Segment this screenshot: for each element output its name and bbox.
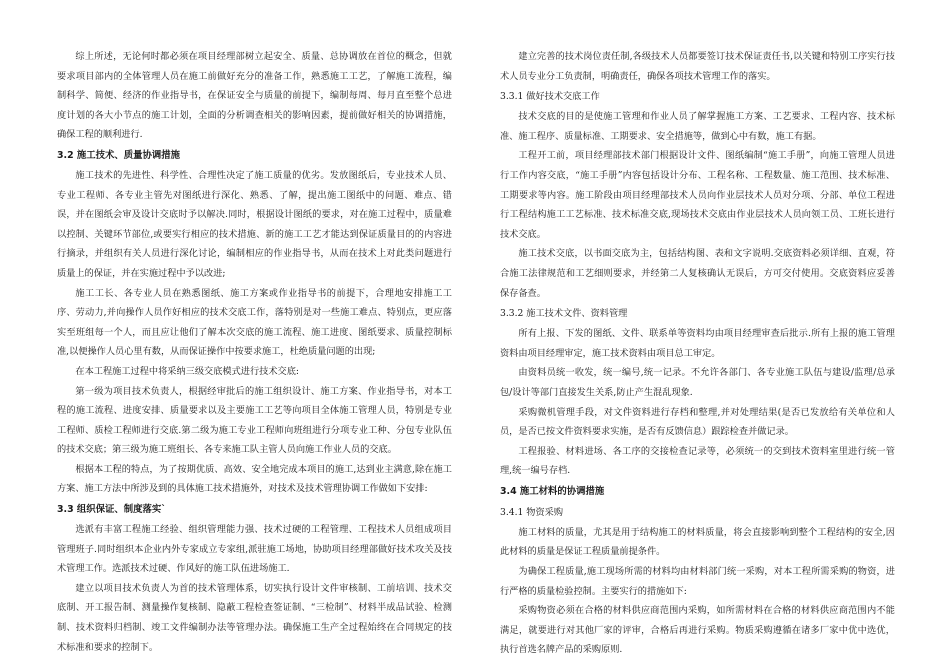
paragraph: 采购物资必须在合格的材料供应商范围内采购，如所需材料在合格的材料供应商范围内不能满足，就要进行对其他厂家的评审，合格后再进行采购。物质采购遵循在诸多厂家中优中选优，执行首选名牌产品的采购原则. xyxy=(500,605,895,656)
paragraph: 综上所述，无论何时都必须在项目经理部树立起安全、质量、总协调放在首位的概念，但就要求项目部内的全体管理人员在施工前做好充分的准备工作，熟悉施工工艺，了解施工流程，编制科学、简便、经济的作业指导书，在保证安全与质量的前提下，编制每周、每月直至整个总进度计划的各大小节点的施工计划，全面的分析调查相关的影响因素，提前做好相关的协调措施，确保工程的顺利进行. xyxy=(57,51,452,141)
paragraph: 为确保工程质量,施工现场所需的材料均由材料部门统一采购，对本工程所需采购的物资，进行严格的质量检验控制。主要实行的措施如下: xyxy=(500,566,895,597)
section-heading-3-3: 3.3 组织保证、制度落实` xyxy=(57,504,166,516)
subsection-heading-3-3-1: 3.3.1 做好技术交底工作 xyxy=(500,91,600,103)
subsection-heading-3-3-2: 3.3.2 施工技术文件、资料管理 xyxy=(500,308,628,320)
paragraph: 工程开工前，项目经理部技术部门根据设计文件、图纸编制“施工手册”，向施工管理人员进行工作内容交底，“施工手册”内容包括设计分布、工程名称、工程数量、施工范围、技术标准、工期要求等内容。施工阶段由项目经理部技术人员向作业层技术人员对分项、分部、单位工程进行工程结构施工工艺标准、技术标准交底,现场技术交底由作业层技术人员向领工员、工班长进行技术交底。 xyxy=(500,150,895,240)
paragraph: 施工技术交底，以书面交底为主，包括结构图、表和文字说明.交底资料必须详细、直观，符合施工法律规范和工艺细则要求，并经第二人复核确认无误后，方可交付使用。交底资料应妥善保存备查。 xyxy=(500,248,895,299)
section-heading-3-2: 3.2 施工技术、质量协调措施 xyxy=(57,149,180,161)
paragraph: 选派有丰富工程施工经验、组织管理能力强、技术过硬的工程管理、工程技术人员组成项目管理班子.同时组织本企业内外专家成立专家组,派驻施工场地，协助项目经理部做好技术攻关及技术管理工作。选派技术过硬、作风好的施工队伍进场施工. xyxy=(57,524,452,575)
paragraph: 施工材料的质量，尤其是用于结构施工的材料质量，将会直接影响到整个工程结构的安全,因此材料的质量是保证工程质量前提条件。 xyxy=(500,526,895,558)
paragraph: 施工工长、各专业人员在熟悉图纸、施工方案或作业指导书的前提下，合理地安排施工工序、劳动力,并向操作人员作好相应的技术交底工作，落特别是对一些施工难点、特别点，更应落实至班组每一个人，而且应让他们了解本次交底的施工流程、施工进度、图纸要求、质量控制标准,以便操作人员心里有数，从而保证操作中按要求施工，杜绝质量问题的出现; xyxy=(57,287,452,358)
subsection-heading-3-4-1: 3.4.1 物资采购 xyxy=(500,506,564,518)
paragraph: 根据本工程的特点，为了按期优质、高效、安全地完成本项目的施工,达到业主满意,除在施工方案、施工方法中所涉及到的具体施工技术措施外，对技术及技术管理协调工作做如下安排: xyxy=(57,463,452,495)
paragraph: 所有上报、下发的图纸、文件、联系单等资料均由项目经理审查后批示.所有上报的施工管理资料由项目经理审定，施工技术资料由项目总工审定。 xyxy=(500,328,895,359)
paragraph: 第一级为项目技术负责人，根据经审批后的施工组织设计、施工方案、作业指导书，对本工程的施工流程、进度安排、质量要求以及主要施工工艺等向项目全体施工管理人员，特别是专业工程师、质检工程师进行交底.第二级为施工专业工程师向班组进行分项专业工种、分包专业队伍的技术交底；第三级为施工班组长、各专来施工队主管人员向施工作业人员的交底。 xyxy=(57,385,452,456)
paragraph: 采购微机管理手段，对文件资料进行存档和整理,并对处理结果(是否已发放给有关单位和人员，是否已按文件资料要求实施，是否有反馈信息）跟踪检查并做记录。 xyxy=(500,406,895,438)
left-column xyxy=(57,47,452,657)
paragraph: 建立以项目技术负责人为首的技术管理体系，切实执行设计文件审核制、工前培训、技术交底制、开工报告制、测量操作复核制、隐蔽工程检查签证制、“三检制”、材料半成品试验、检测制、技术资料归档制、竣工文件编制办法等管理办法。确保施工生产全过程始终在合同规定的技术标准和要求的控制下。 xyxy=(57,582,452,653)
paragraph: 技术交底的目的是使施工管理和作业人员了解掌握施工方案、工艺要求、工程内容、技术标准、施工程序、质量标准、工期要求、安全措施等，做到心中有数，施工有据。 xyxy=(500,111,895,142)
paragraph: 施工技术的先进性、科学性、合理性决定了施工质量的优劣。发放图纸后，专业技术人员、专业工程师、各专业主管先对图纸进行深化、熟悉、了解，提出施工图纸中的问题、难点、错误，并在图纸会审及设计交底时予以解决.同时，根据设计图纸的要求，对在施工过程中，质量难以控制、关键环节部位,或要实行相应的技术措施、新的施工工艺才能达到保证质量目的的内容进行摘录，并组织有关人员进行深化讨论，编制相应的作业指导书，从而在技术上对此类问题进行质量上的保证，并在实施过程中予以改进; xyxy=(57,169,452,279)
paragraph: 由资料员统一收发，统一编号,统一记录。不允许各部门、各专业施工队伍与建设/监理/总承包/设计等部门直接发生关系,防止产生混乱现象. xyxy=(500,367,895,398)
section-heading-3-4: 3.4 施工材料的协调措施 xyxy=(500,485,605,497)
right-column xyxy=(500,47,895,660)
paragraph: 工程报验、材料进场、各工序的交接检查记录等，必须统一的交到技术资料室里进行统一管理,统一编号存档. xyxy=(500,445,895,477)
paragraph: 在本工程施工过程中将采纳三级交底模式进行技术交底: xyxy=(75,365,299,377)
paragraph: 建立完善的技术岗位责任制,各级技术人员都要签订技术保证责任书,以关键和特别工序实行技术人员专业分工负责制，明确责任，确保各项技术管理工作的落实。 xyxy=(500,51,895,82)
